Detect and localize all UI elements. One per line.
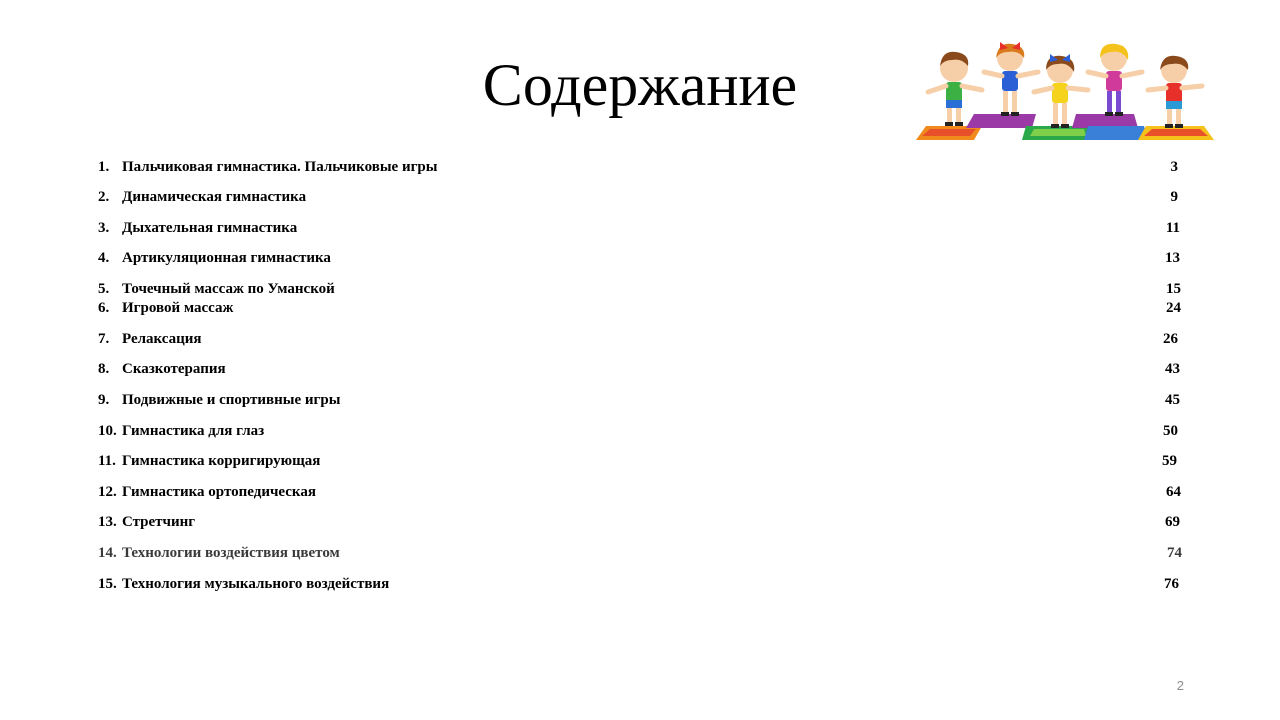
toc-item-page: 74 xyxy=(1167,545,1182,561)
slide-number: 2 xyxy=(1176,678,1184,693)
toc-item-page: 11 xyxy=(1165,220,1180,236)
toc-item[interactable] xyxy=(98,421,1198,441)
toc-item-number: 8. xyxy=(98,361,110,377)
toc-item[interactable] xyxy=(98,157,1198,177)
toc-item-title: Сказкотерапия xyxy=(122,361,226,377)
toc-item[interactable] xyxy=(98,359,1198,379)
toc-item[interactable] xyxy=(98,187,1198,207)
toc-item-number: 11. xyxy=(98,453,116,469)
toc-item-title: Технологии воздействия цветом xyxy=(122,545,340,561)
toc-item-title: Точечный массаж по Уманской xyxy=(122,281,335,297)
toc-item-title: Дыхательная гимнастика xyxy=(122,220,298,236)
toc-item[interactable] xyxy=(98,248,1198,268)
toc-item-number: 2. xyxy=(98,189,110,205)
exercising-children-illustration xyxy=(912,36,1216,144)
toc-item[interactable] xyxy=(98,218,1198,238)
toc-item-title: Пальчиковая гимнастика. Пальчиковые игры xyxy=(122,159,438,175)
toc-item-title: Игровой массаж xyxy=(122,300,234,316)
toc-item[interactable] xyxy=(98,390,1198,410)
slide-title: Содержание xyxy=(482,52,798,118)
toc-item-page: 59 xyxy=(1162,453,1177,469)
toc-item-page: 64 xyxy=(1166,484,1181,500)
toc-item-title: Артикуляционная гимнастика xyxy=(122,250,331,266)
toc-item-title: Гимнастика корригирующая xyxy=(122,453,321,469)
toc-item-page: 50 xyxy=(1163,423,1178,439)
toc-item-title: Релаксация xyxy=(122,331,202,347)
toc-item-page: 24 xyxy=(1166,300,1181,316)
toc-item-number: 6. xyxy=(98,300,110,316)
toc-item-number: 7. xyxy=(98,331,110,347)
toc-item-number: 14. xyxy=(98,545,117,561)
toc-item[interactable] xyxy=(98,451,1198,471)
toc-item[interactable] xyxy=(98,298,1198,318)
toc-item[interactable] xyxy=(98,279,1198,299)
toc-item-title: Подвижные и спортивные игры xyxy=(122,392,341,408)
toc-item-title: Технология музыкального воздействия xyxy=(122,576,390,592)
toc-item-page: 15 xyxy=(1166,281,1181,297)
toc-item[interactable] xyxy=(98,512,1198,532)
toc-item-page: 45 xyxy=(1165,392,1180,408)
toc-item-page: 26 xyxy=(1163,331,1178,347)
toc-item[interactable] xyxy=(98,482,1198,502)
toc-item-number: 12. xyxy=(98,484,117,500)
toc-item-number: 10. xyxy=(98,423,117,439)
toc-item[interactable] xyxy=(98,543,1198,563)
toc-item-number: 4. xyxy=(98,250,110,266)
toc-item-page: 76 xyxy=(1164,576,1179,592)
toc-item-title: Стретчинг xyxy=(122,514,196,530)
toc-item[interactable] xyxy=(98,574,1198,594)
toc-item-page: 13 xyxy=(1165,250,1180,266)
toc-item-title: Гимнастика ортопедическая xyxy=(122,484,316,500)
toc-item-number: 5. xyxy=(98,281,110,297)
toc-item-title: Гимнастика для глаз xyxy=(122,423,265,439)
toc-item-page: 9 xyxy=(1170,189,1178,205)
toc-item-number: 3. xyxy=(98,220,110,236)
toc-item-page: 69 xyxy=(1165,514,1180,530)
toc-item-page: 3 xyxy=(1170,159,1178,175)
toc-item-page: 43 xyxy=(1165,361,1180,377)
toc-item-number: 9. xyxy=(98,392,110,408)
toc-item[interactable] xyxy=(98,329,1198,349)
toc-item-title: Динамическая гимнастика xyxy=(122,189,307,205)
toc-item-number: 1. xyxy=(98,159,110,175)
toc-item-number: 13. xyxy=(98,514,117,530)
toc-item-number: 15. xyxy=(98,576,117,592)
